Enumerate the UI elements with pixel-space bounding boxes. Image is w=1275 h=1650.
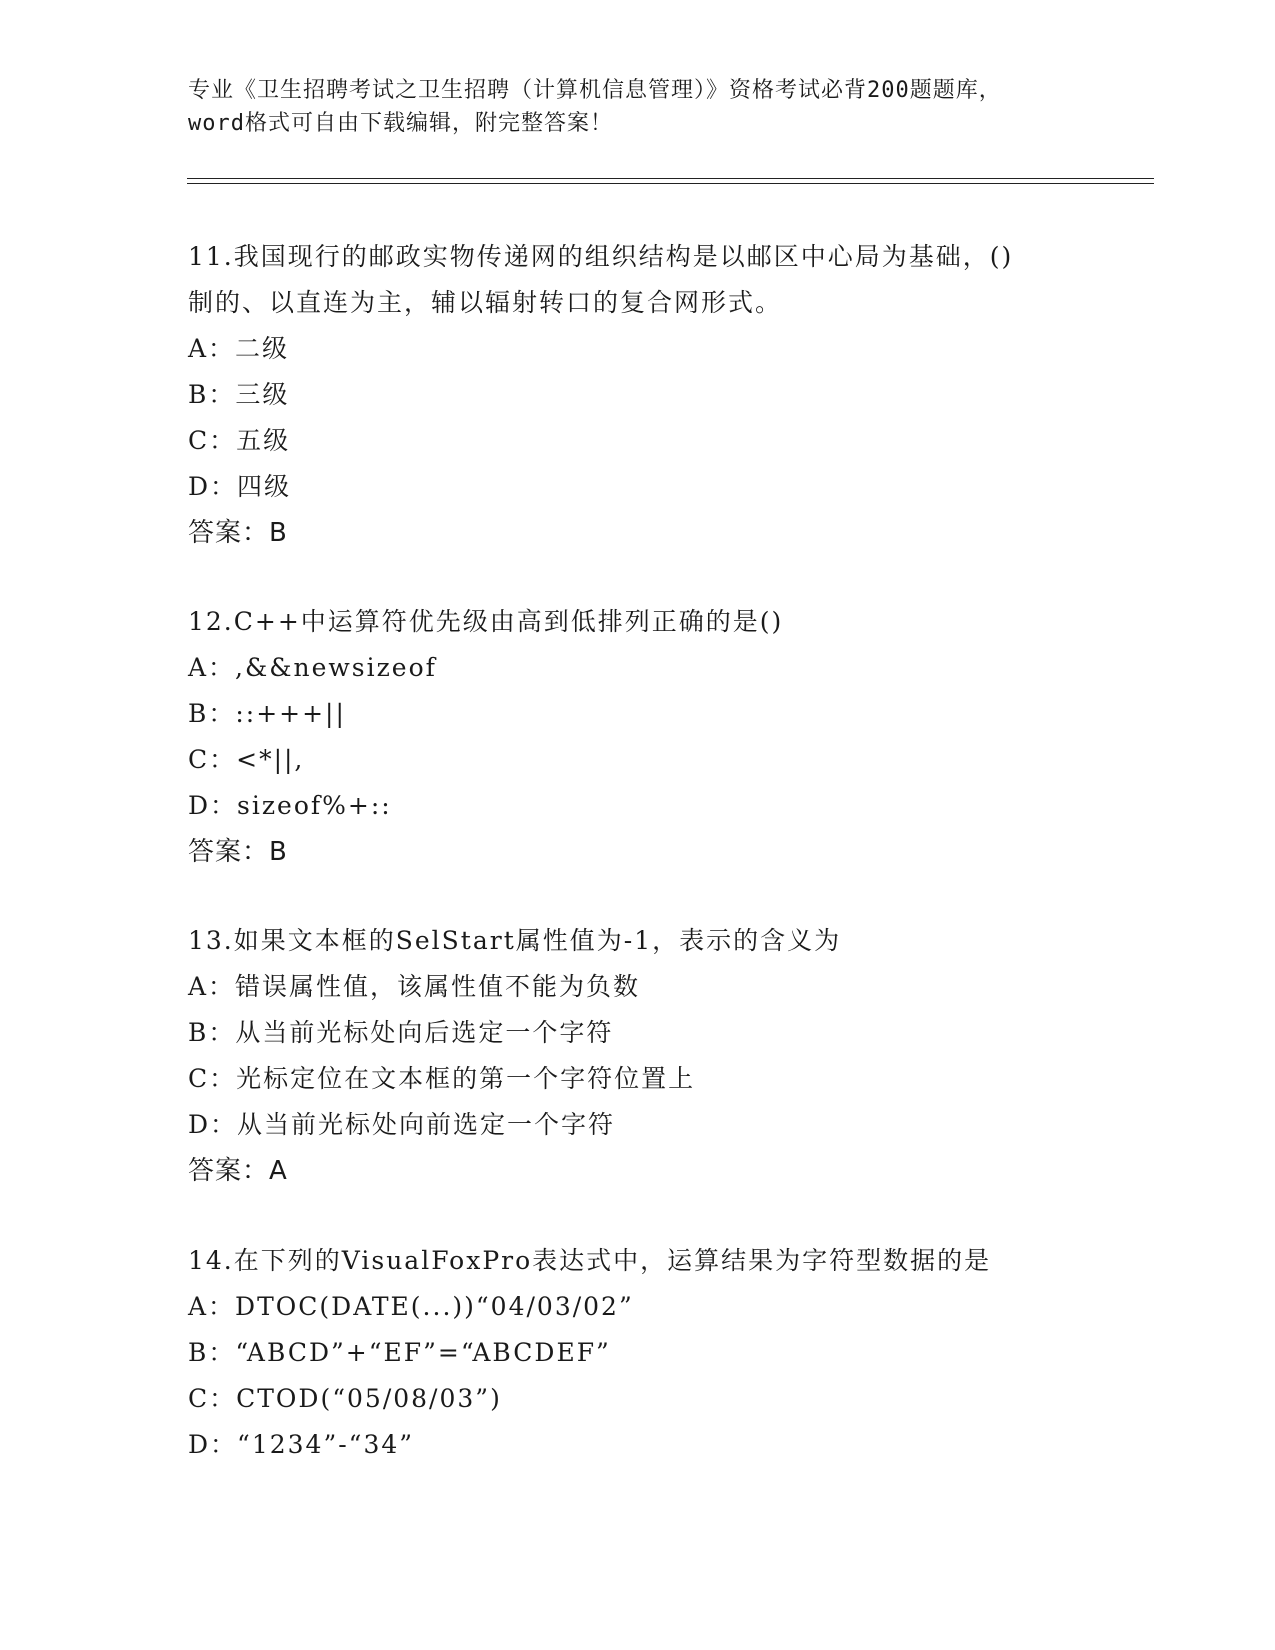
option-a: A：,&&newsizeof bbox=[188, 653, 437, 682]
question-stem-line: 制的、以直连为主，辅以辐射转口的复合网形式。 bbox=[188, 288, 783, 317]
option-c: C：CTOD(“05/08/03”) bbox=[188, 1384, 502, 1413]
header-title-line-2: word格式可自由下载编辑，附完整答案！ bbox=[188, 111, 613, 136]
option-c: C：光标定位在文本框的第一个字符位置上 bbox=[188, 1064, 696, 1093]
option-a: A：二级 bbox=[188, 334, 290, 363]
document-header bbox=[188, 74, 1088, 140]
option-b: B：从当前光标处向后选定一个字符 bbox=[188, 1018, 614, 1047]
option-d: D：从当前光标处向前选定一个字符 bbox=[188, 1110, 616, 1139]
answer-line: 答案：B bbox=[188, 837, 288, 867]
option-c: C：<*||, bbox=[188, 745, 305, 774]
question-stem-line: 12.C++中运算符优先级由高到低排列正确的是() bbox=[188, 607, 784, 636]
question-stem-line: 11.我国现行的邮政实物传递网的组织结构是以邮区中心局为基础，() bbox=[188, 242, 1014, 271]
option-d: D：四级 bbox=[188, 472, 292, 501]
option-a: A：错误属性值，该属性值不能为负数 bbox=[188, 972, 641, 1001]
option-b: B：“ABCD”+“EF”=“ABCDEF” bbox=[188, 1338, 611, 1367]
option-b: B：三级 bbox=[188, 380, 290, 409]
question-12 bbox=[188, 599, 1088, 875]
answer-line: 答案：A bbox=[188, 1156, 288, 1186]
answer-line: 答案：B bbox=[188, 518, 288, 548]
option-b: B：::+++|| bbox=[188, 699, 346, 728]
question-stem-line: 14.在下列的VisualFoxPro表达式中，运算结果为字符型数据的是 bbox=[188, 1246, 992, 1275]
header-title-line-1: 专业《卫生招聘考试之卫生招聘（计算机信息管理）》资格考试必背200题题库， bbox=[188, 78, 1002, 103]
header-divider-bottom bbox=[187, 183, 1154, 184]
question-11 bbox=[188, 234, 1088, 556]
option-d: D：sizeof%+:: bbox=[188, 791, 392, 820]
question-13 bbox=[188, 918, 1088, 1194]
option-a: A：DTOC(DATE(...))“04/03/02” bbox=[188, 1292, 634, 1321]
option-d: D：“1234”-“34” bbox=[188, 1430, 415, 1459]
option-c: C：五级 bbox=[188, 426, 291, 455]
question-14 bbox=[188, 1238, 1088, 1468]
question-stem-line: 13.如果文本框的SelStart属性值为-1，表示的含义为 bbox=[188, 926, 842, 955]
header-divider-top bbox=[187, 178, 1154, 179]
